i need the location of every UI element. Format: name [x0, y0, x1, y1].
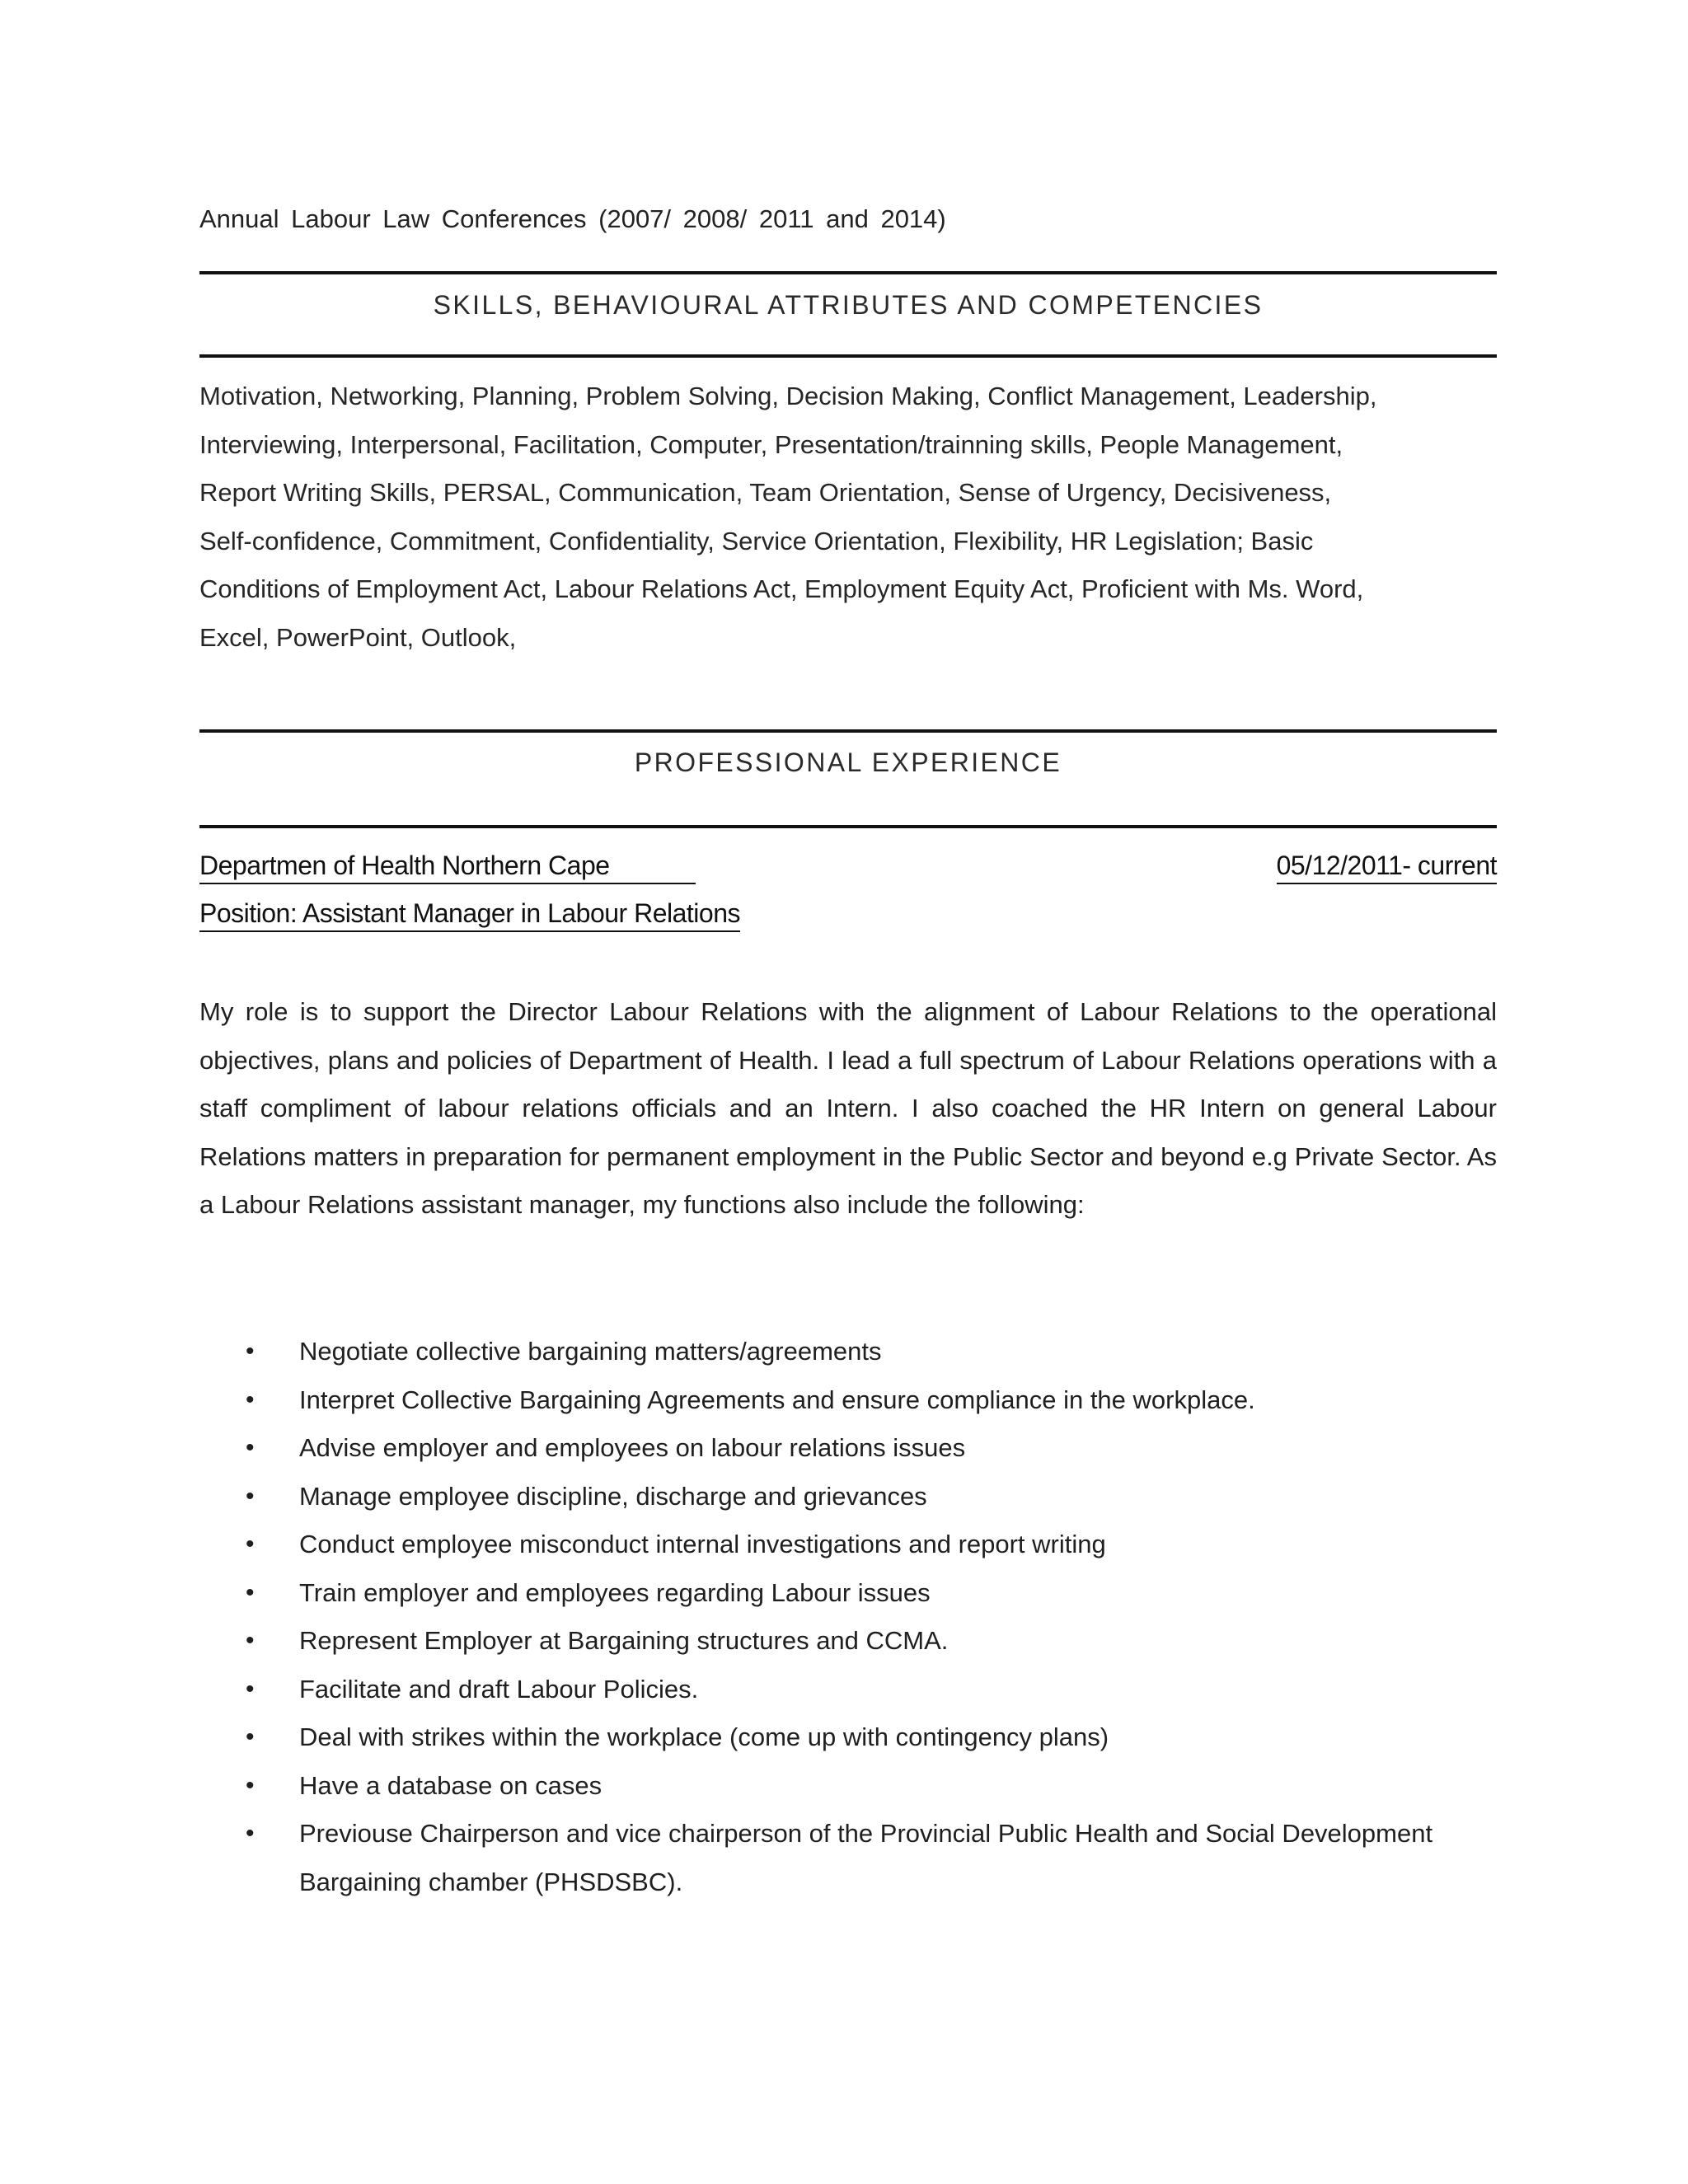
skills-line: Excel, PowerPoint, Outlook,: [199, 622, 517, 652]
skills-line: Self-confidence, Commitment, Confidentiality, Service Orientation, Flexibility, HR Legislation; Basic: [199, 526, 1314, 555]
bullet-icon: •: [246, 1434, 255, 1461]
position-title: Position: Assistant Manager in Labour Relations: [199, 898, 740, 932]
conferences-line: Annual Labour Law Conferences (2007/ 2008/ 2011 and 2014): [199, 204, 946, 233]
bullet-icon: •: [246, 1578, 255, 1606]
list-item: • Negotiate collective bargaining matters/agreements: [199, 1328, 1497, 1376]
list-item: • Have a database on cases: [199, 1762, 1497, 1811]
list-item: • Previouse Chairperson and vice chairperson of the Provincial Public Health and Social Development Bargaining chamber (PHSDSBC).: [199, 1810, 1497, 1906]
employment-dates: 05/12/2011- current: [1277, 851, 1497, 884]
employer-name: Departmen of Health Northern Cape: [199, 851, 696, 884]
bullet-icon: •: [246, 1385, 255, 1413]
list-item: • Train employer and employees regarding Labour issues: [199, 1569, 1497, 1618]
bullet-icon: •: [246, 1482, 255, 1510]
skills-line: Interviewing, Interpersonal, Facilitation, Computer, Presentation/trainning skills, People Management,: [199, 429, 1343, 459]
list-item: • Deal with strikes within the workplace (come up with contingency plans): [199, 1713, 1497, 1762]
list-item: • Advise employer and employees on labour relations issues: [199, 1424, 1497, 1473]
bullet-icon: •: [246, 1723, 255, 1750]
bullet-icon: •: [246, 1338, 255, 1365]
list-item: • Represent Employer at Bargaining structures and CCMA.: [199, 1617, 1497, 1666]
bullet-icon: •: [246, 1675, 255, 1703]
resume-page: [199, 0, 1497, 2184]
bullet-icon: •: [246, 1820, 255, 1847]
section-divider-bottom: [199, 825, 1497, 828]
skills-line: Conditions of Employment Act, Labour Relations Act, Employment Equity Act, Proficient with Ms. Word,: [199, 574, 1364, 603]
section-divider-bottom: [199, 354, 1497, 358]
list-item: • Conduct employee misconduct internal investigations and report writing: [199, 1521, 1497, 1569]
skills-heading: SKILLS, BEHAVIOURAL ATTRIBUTES AND COMPETENCIES: [433, 290, 1264, 320]
bullet-icon: •: [246, 1771, 255, 1799]
employer-row: [199, 851, 1497, 883]
list-item: • Manage employee discipline, discharge and grievances: [199, 1473, 1497, 1521]
duties-list: [199, 1328, 1497, 1906]
role-description: My role is to support the Director Labour Relations with the alignment of Labour Relations to the operational objectives, plans and policies of Department of Health. I lead a full spectrum of Labour Relations operations with a staff compliment of labour relations officials and an Intern. I also coached the HR Intern on general Labour Relations matters in preparation for permanent employment in the Public Sector and beyond e.g Private Sector. As a Labour Relations assistant manager, my functions also include the following:: [199, 997, 1497, 1219]
section-divider-top: [199, 271, 1497, 274]
experience-heading: PROFESSIONAL EXPERIENCE: [634, 748, 1062, 777]
list-item: • Interpret Collective Bargaining Agreements and ensure compliance in the workplace.: [199, 1376, 1497, 1425]
list-item: • Facilitate and draft Labour Policies.: [199, 1666, 1497, 1714]
skills-list: [199, 373, 1497, 662]
bullet-icon: •: [246, 1530, 255, 1558]
section-divider-top: [199, 729, 1497, 733]
skills-line: Report Writing Skills, PERSAL, Communication, Team Orientation, Sense of Urgency, Decisiveness,: [199, 478, 1332, 507]
bullet-icon: •: [246, 1627, 255, 1654]
skills-line: Motivation, Networking, Planning, Problem Solving, Decision Making, Conflict Management, Leadership,: [199, 382, 1377, 410]
